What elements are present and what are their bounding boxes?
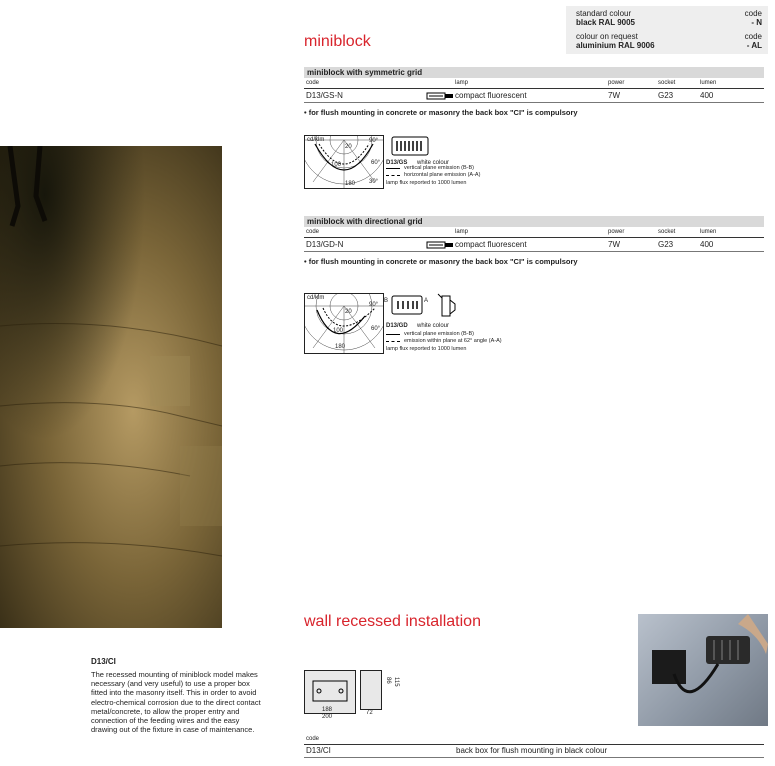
colour-options-box — [566, 6, 768, 54]
dim-86: 86 — [385, 677, 391, 684]
table-row — [304, 90, 764, 103]
angle-label: 60° — [371, 160, 381, 166]
page-title: miniblock — [304, 33, 371, 50]
code-label: code — [744, 9, 762, 18]
mounting-note: • for flush mounting in concrete or masonry the back box "CI" is compulsory — [304, 257, 578, 266]
table-row — [304, 745, 764, 758]
request-colour-code: - AL — [746, 41, 762, 50]
standard-colour-value-row — [576, 18, 762, 27]
dim-115: 115 — [393, 677, 399, 687]
dashed-line-legend — [386, 341, 400, 342]
row-lamp: compact fluorescent — [455, 91, 527, 100]
installation-photo — [638, 614, 768, 726]
row-code: D13/GS-N — [306, 91, 343, 100]
legend-dashed: emission within plane at 62° angle (A-A) — [404, 338, 502, 344]
request-colour-row — [576, 32, 762, 41]
garden-steps-photo — [0, 146, 222, 628]
value-label: 20 — [345, 144, 352, 150]
value-label: 180 — [335, 344, 346, 350]
request-colour-value: aluminium RAL 9006 — [576, 41, 655, 50]
dim-188: 188 — [322, 707, 333, 713]
section-heading-directional: miniblock with directional grid — [304, 216, 764, 227]
angle-label: 60° — [371, 326, 381, 332]
value-label: 180 — [345, 181, 356, 187]
solid-line-legend — [386, 334, 400, 335]
photometric-diagram-directional — [304, 293, 384, 354]
luminaire-side-icon — [436, 292, 456, 325]
standard-colour-value: black RAL 9005 — [576, 18, 635, 27]
col-power: power — [608, 80, 625, 86]
lamp-icon — [426, 92, 454, 104]
flux-note: lamp flux reported to 1000 lumen — [386, 346, 467, 352]
standard-colour-code: - N — [751, 18, 762, 27]
diagram-model: D13/GS — [386, 160, 408, 166]
row-code: D13/CI — [306, 746, 331, 755]
dim-200: 200 — [322, 714, 333, 720]
luminaire-front-icon — [388, 135, 434, 162]
col-power: power — [608, 229, 625, 235]
row-power: 7W — [608, 240, 620, 249]
ci-heading: D13/CI — [91, 657, 116, 666]
table-header — [304, 228, 764, 238]
request-colour-label: colour on request — [576, 32, 638, 41]
table-header — [304, 735, 764, 745]
col-code: code — [306, 736, 320, 742]
dim-72: 72 — [366, 710, 373, 716]
row-code: D13/GD-N — [306, 240, 344, 249]
request-colour-value-row — [576, 41, 762, 50]
row-socket: G23 — [658, 240, 674, 249]
mounting-note: • for flush mounting in concrete or masonry the back box "CI" is compulsory — [304, 108, 578, 117]
standard-colour-row — [576, 9, 762, 18]
row-description: back box for flush mounting in black colour — [456, 746, 608, 755]
photometric-diagram-symmetric — [304, 135, 384, 189]
lamp-icon — [426, 241, 454, 253]
diagram-colour-note: white colour — [417, 323, 450, 329]
col-socket: socket — [658, 80, 676, 86]
col-lumen: lumen — [700, 80, 717, 86]
value-label: 100 — [331, 162, 342, 168]
section-title-wall: wall recessed installation — [304, 613, 481, 630]
row-lumen: 400 — [700, 240, 714, 249]
section-mark-b: B — [384, 298, 389, 304]
section-heading-symmetric: miniblock with symmetric grid — [304, 67, 764, 78]
table-header — [304, 79, 764, 89]
row-lumen: 400 — [700, 91, 714, 100]
standard-colour-label: standard colour — [576, 9, 632, 18]
angle-label: 90° — [369, 302, 379, 308]
angle-label: 30° — [369, 179, 379, 185]
row-lamp: compact fluorescent — [455, 240, 527, 249]
col-code: code — [306, 80, 320, 86]
diagram-model: D13/GD — [386, 323, 408, 329]
solid-line-legend — [386, 168, 400, 169]
value-label: 20 — [345, 309, 352, 315]
row-socket: G23 — [658, 91, 674, 100]
code-label: code — [744, 32, 762, 41]
ci-description: The recessed mounting of miniblock model makes necessary (and very useful) to use a proper box fitted into the masonry itself. This in order to avoid electro-chemical corrosion due to the direct contact metal/concrete, to allow the proper entry and connection of the feeding wires and the easy drawing out of the fixture in case of maintenance. — [91, 670, 261, 735]
col-lumen: lumen — [700, 229, 717, 235]
backbox-side-drawing — [360, 670, 382, 710]
flux-note: lamp flux reported to 1000 lumen — [386, 180, 467, 186]
legend-dashed: horizontal plane emission (A-A) — [404, 172, 481, 178]
angle-label: 90° — [369, 138, 379, 144]
row-power: 7W — [608, 91, 620, 100]
unit-label: cd/klm — [307, 137, 325, 143]
dashed-line-legend — [386, 175, 400, 176]
col-lamp: lamp — [455, 229, 469, 235]
legend-solid: vertical plane emission (B-B) — [404, 331, 474, 337]
unit-label: cd/klm — [307, 295, 325, 301]
section-mark-a: A — [424, 298, 429, 304]
legend-solid: vertical plane emission (B-B) — [404, 165, 474, 171]
col-socket: socket — [658, 229, 676, 235]
col-code: code — [306, 229, 320, 235]
table-row — [304, 239, 764, 252]
value-label: 100 — [333, 328, 344, 334]
col-lamp: lamp — [455, 80, 469, 86]
diagram-colour-note: white colour — [417, 160, 450, 166]
